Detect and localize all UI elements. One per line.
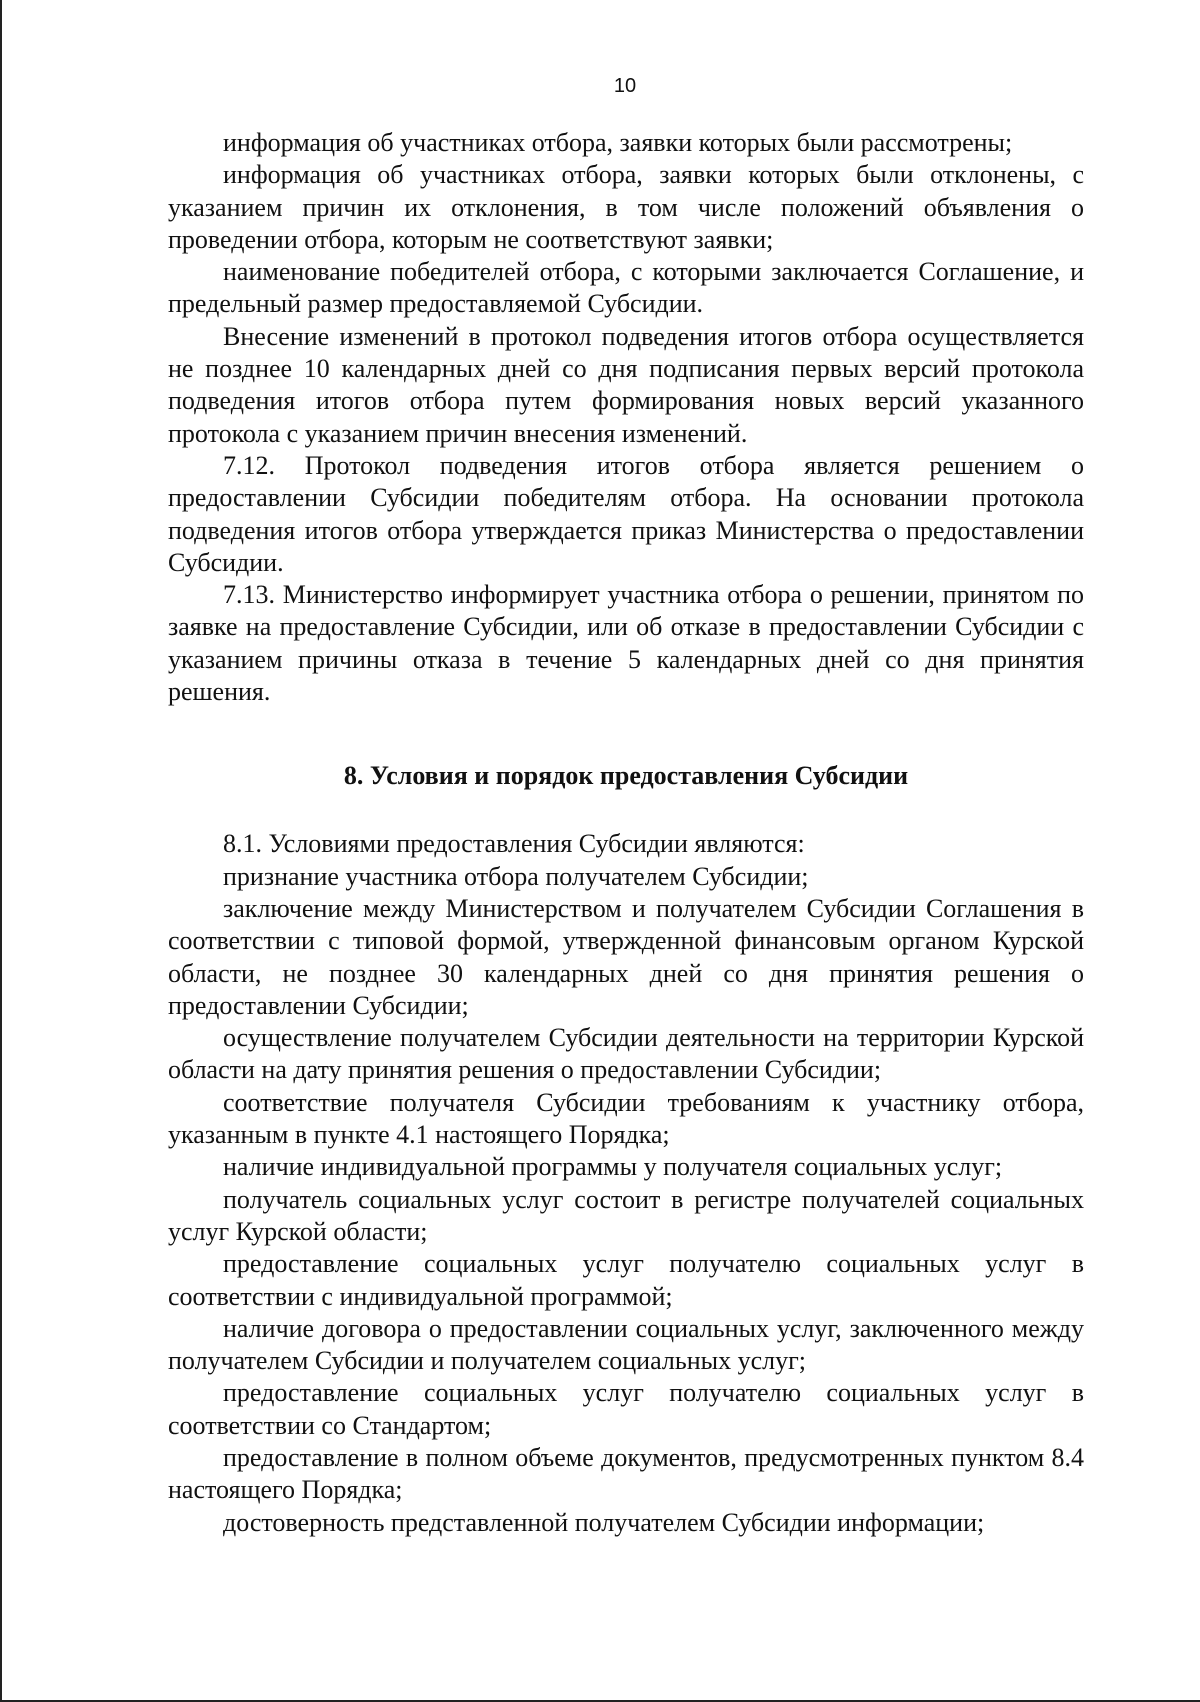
paragraph: получатель социальных услуг состоит в регистре получателей социальных услуг Курской области;	[168, 1184, 1084, 1246]
scan-edge-left	[0, 0, 2, 1702]
paragraph: достоверность представленной получателем Субсидии информации;	[223, 1507, 985, 1537]
paragraph: предоставление социальных услуг получателю социальных услуг в соответствии с индивидуальной программой;	[168, 1249, 1084, 1311]
section-heading: 8. Условия и порядок предоставления Субсидии	[343, 761, 909, 791]
paragraph: 7.12. Протокол подведения итогов отбора является решением о предоставлении Субсидии победителям отбора. На основании протокола подведения итогов отбора утверждается приказ Министерства о предоставлении Субсидии.	[168, 450, 1084, 577]
paragraph: 8.1. Условиями предоставления Субсидии являются:	[223, 829, 805, 859]
paragraph: 7.13. Министерство информирует участника отбора о решении, принятом по заявке на предоставление Субсидии, или об отказе в предоставлении Субсидии с указанием причины отказа в течение 5 календарных дней со дня принятия решения.	[168, 580, 1084, 707]
document-body	[168, 127, 1084, 1539]
paragraph: предоставление социальных услуг получателю социальных услуг в соответствии со Стандартом;	[168, 1378, 1084, 1440]
paragraph: наличие индивидуальной программы у получателя социальных услуг;	[223, 1152, 1003, 1182]
paragraph: наименование победителей отбора, с которыми заключается Соглашение, и предельный размер предоставляемой Субсидии.	[168, 257, 1084, 319]
page-number: 10	[613, 75, 637, 97]
paragraph: осуществление получателем Субсидии деятельности на территории Курской области на дату принятия решения о предоставлении Субсидии;	[168, 1023, 1084, 1085]
paragraph: предоставление в полном объеме документов, предусмотренных пунктом 8.4 настоящего Порядка;	[168, 1442, 1084, 1505]
paragraph: признание участника отбора получателем Субсидии;	[223, 861, 809, 891]
paragraph: соответствие получателя Субсидии требованиям к участнику отбора, указанным в пункте 4.1 настоящего Порядка;	[168, 1087, 1084, 1150]
paragraph: наличие договора о предоставлении социальных услуг, заключенного между получателем Субсидии и получателем социальных услуг;	[168, 1313, 1084, 1376]
paragraph: информация об участниках отбора, заявки которых были рассмотрены;	[223, 128, 1013, 157]
paragraph: заключение между Министерством и получателем Субсидии Соглашения в соответствии с типовой формой, утвержденной финансовым органом Курской области, не позднее 30 календарных дней со дня принятия решения о предоставлении Субсидии;	[168, 893, 1084, 1020]
paragraph: информация об участниках отбора, заявки которых были отклонены, с указанием причин их отклонения, в том числе положений объявления о проведении отбора, которым не соответствуют заявки;	[168, 160, 1084, 254]
paragraph: Внесение изменений в протокол подведения итогов отбора осуществляется не позднее 10 календарных дней со дня подписания первых версий протокола подведения итогов отбора путем формирования новых версий указанного протокола с указанием причин внесения изменений.	[168, 321, 1084, 448]
